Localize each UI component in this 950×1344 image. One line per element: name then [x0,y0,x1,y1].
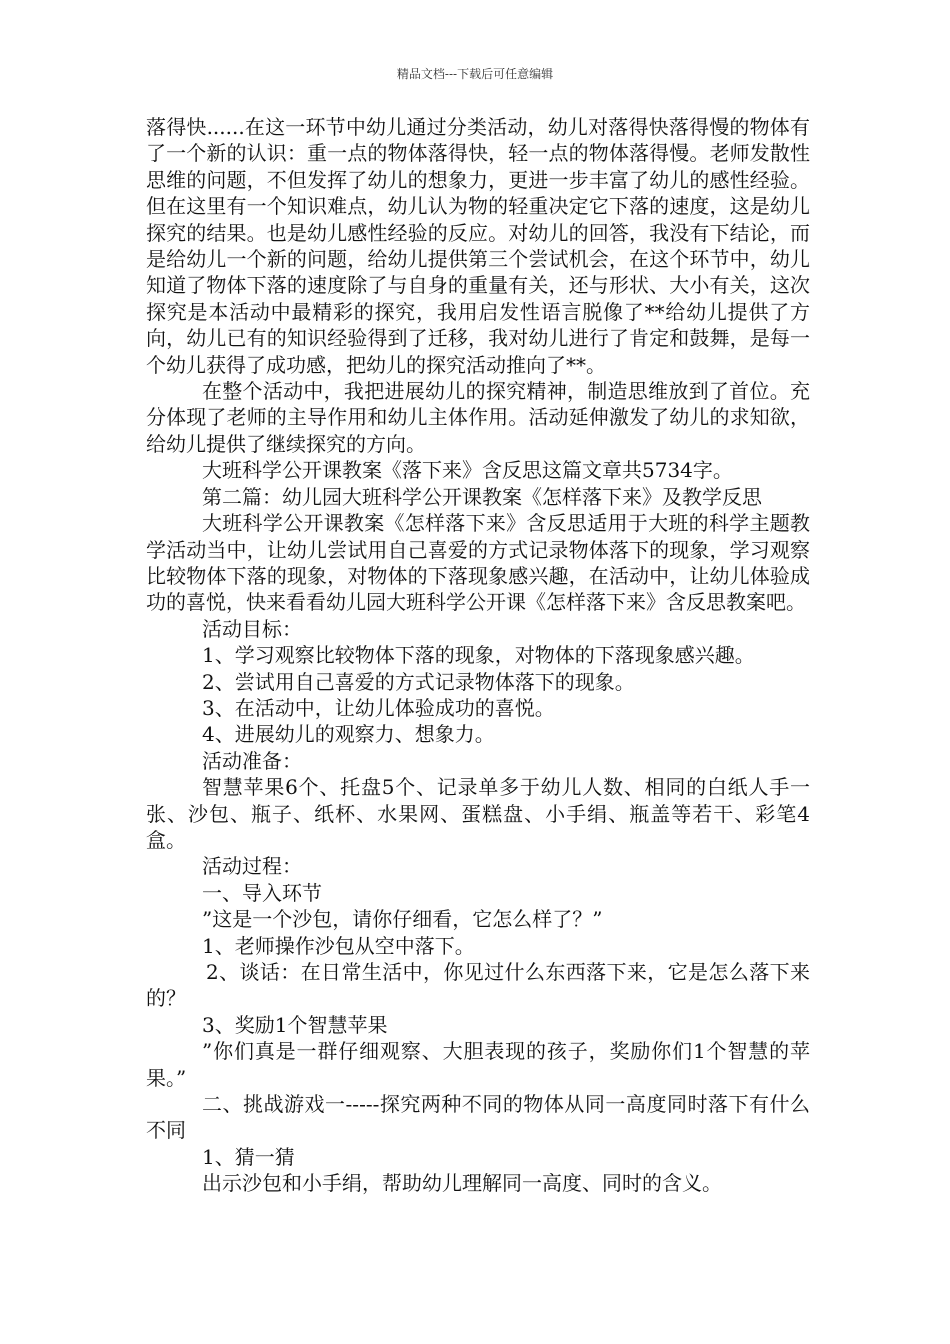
subheading: 活动过程： [202,854,302,879]
paragraph: 智慧苹果6个、托盘5个、记录单多于幼儿人数、相同的白纸人手一张、沙包、瓶子、纸杯、水果网、蛋糕盘、小手绢、瓶盖等若干、彩笔4盒。 [146,775,810,852]
list-item: 4、进展幼儿的观察力、想象力。 [202,722,495,747]
list-item: 1、老师操作沙包从空中落下。 [202,933,475,958]
quote: ”这是一个沙包，请你仔细看，它怎么样了？” [202,907,603,932]
subheading: 活动目标： [202,616,302,641]
quote: ”你们真是一群仔细观察、大胆表现的孩子，奖励你们1个智慧的苹果。” [146,1039,810,1090]
list-item: 1、猜一猜 [202,1144,295,1169]
list-item: 2、谈话：在日常生活中，你见过什么东西落下来，它是怎么落下来的？ [146,960,810,1011]
list-item: 1、学习观察比较物体下落的现象，对物体的下落现象感兴趣。 [202,643,755,668]
section-heading: 二、挑战游戏一-----探究两种不同的物体从同一高度同时落下有什么不同 [146,1092,810,1143]
paragraph: 大班科学公开课教案《落下来》含反思这篇文章共5734字。 [202,458,733,483]
paragraph: 落得快......在这一环节中幼儿通过分类活动，幼儿对落得快落得慢的物体有了一个新的认识：重一点的物体落得快，轻一点的物体落得慢。老师发散性思维的问题，不但发挥了幼儿的想象力，更进一步丰富了幼儿的感性经验。但在这里有一个知识难点，幼儿认为物的轻重决定它下落的速度，这是幼儿探究的结果。也是幼儿感性经验的反应。对幼儿的回答，我没有下结论，而是给幼儿一个新的问题，给幼儿提供第三个尝试机会，在这个环节中，幼儿知道了物体下落的速度除了与自身的重量有关，还与形状、大小有关，这次探究是本活动中最精彩的探究，我用启发性语言脱像了**给幼儿提供了方向，幼儿已有的知识经验得到了迁移，我对幼儿进行了肯定和鼓舞，是每一个幼儿获得了成功感，把幼儿的探究活动推向了**。 [146,115,810,377]
list-item: 3、在活动中，让幼儿体验成功的喜悦。 [202,695,555,720]
paragraph: 大班科学公开课教案《怎样落下来》含反思适用于大班的科学主题教学活动当中，让幼儿尝试用自己喜爱的方式记录物体落下的现象，学习观察比较物体下落的现象，对物体的下落现象感兴趣，在活动中，让幼儿体验成功的喜悦，快来看看幼儿园大班科学公开课《怎样落下来》含反思教案吧。 [146,511,810,615]
page-header: 精品文档---下载后可任意编辑 [396,67,554,81]
subheading: 活动准备： [202,748,302,773]
paragraph: 出示沙包和小手绢，帮助幼儿理解同一高度、同时的含义。 [202,1171,722,1196]
section-title: 第二篇：幼儿园大班科学公开课教案《怎样落下来》及教学反思 [202,484,762,509]
list-item: 2、尝试用自己喜爱的方式记录物体落下的现象。 [202,669,635,694]
document-body [146,114,810,1197]
list-item: 3、奖励1个智慧苹果 [202,1012,388,1037]
list-item: 一、导入环节 [202,880,322,905]
paragraph: 在整个活动中，我把进展幼儿的探究精神，制造思维放到了首位。充分体现了老师的主导作用和幼儿主体作用。活动延伸激发了幼儿的求知欲，给幼儿提供了继续探究的方向。 [146,379,810,456]
